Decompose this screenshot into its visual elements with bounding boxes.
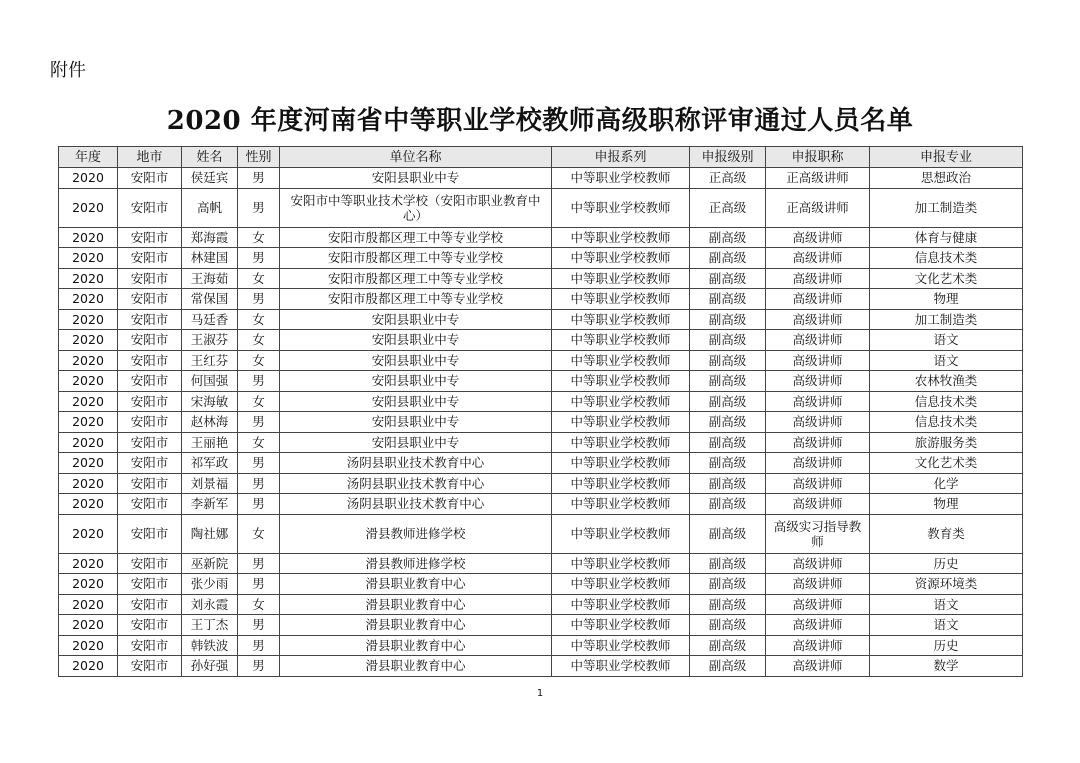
cell-title: 正高级讲师 (766, 168, 870, 189)
cell-name: 郑海霞 (182, 227, 238, 248)
cell-major: 语文 (870, 350, 1023, 371)
cell-name: 王淑芬 (182, 330, 238, 351)
cell-gender: 女 (238, 309, 280, 330)
cell-unit: 安阳县职业中专 (280, 168, 552, 189)
table-row (59, 289, 1023, 310)
cell-title: 高级讲师 (766, 615, 870, 636)
cell-major: 信息技术类 (870, 412, 1023, 433)
cell-year: 2020 (59, 494, 118, 515)
cell-city: 安阳市 (118, 656, 182, 677)
cell-major: 加工制造类 (870, 188, 1023, 227)
cell-name: 常保国 (182, 289, 238, 310)
personnel-table (58, 146, 1023, 677)
table-row (59, 168, 1023, 189)
cell-gender: 女 (238, 432, 280, 453)
cell-unit: 汤阴县职业技术教育中心 (280, 453, 552, 474)
cell-major: 文化艺术类 (870, 268, 1023, 289)
cell-gender: 男 (238, 635, 280, 656)
cell-title: 高级讲师 (766, 494, 870, 515)
cell-major: 信息技术类 (870, 391, 1023, 412)
cell-level: 副高级 (690, 656, 766, 677)
cell-gender: 男 (238, 494, 280, 515)
cell-name: 王红芬 (182, 350, 238, 371)
cell-unit: 汤阴县职业技术教育中心 (280, 473, 552, 494)
cell-year: 2020 (59, 330, 118, 351)
cell-year: 2020 (59, 553, 118, 574)
table-row (59, 227, 1023, 248)
document-title: 2020 年度河南省中等职业学校教师高级职称评审通过人员名单 (166, 106, 914, 136)
cell-gender: 女 (238, 350, 280, 371)
cell-name: 王丁杰 (182, 615, 238, 636)
cell-series: 中等职业学校教师 (552, 656, 690, 677)
cell-title: 高级讲师 (766, 412, 870, 433)
cell-level: 正高级 (690, 188, 766, 227)
cell-unit: 安阳市殷都区理工中等专业学校 (280, 248, 552, 269)
cell-gender: 男 (238, 473, 280, 494)
cell-gender: 男 (238, 371, 280, 392)
cell-year: 2020 (59, 473, 118, 494)
cell-name: 李新军 (182, 494, 238, 515)
header-city: 地市 (118, 147, 182, 168)
cell-gender: 男 (238, 289, 280, 310)
cell-unit: 滑县职业教育中心 (280, 656, 552, 677)
cell-title: 高级讲师 (766, 432, 870, 453)
cell-year: 2020 (59, 371, 118, 392)
cell-title: 高级讲师 (766, 289, 870, 310)
cell-year: 2020 (59, 514, 118, 553)
cell-major: 化学 (870, 473, 1023, 494)
cell-major: 加工制造类 (870, 309, 1023, 330)
table-row (59, 453, 1023, 474)
cell-city: 安阳市 (118, 473, 182, 494)
cell-level: 副高级 (690, 553, 766, 574)
cell-city: 安阳市 (118, 594, 182, 615)
cell-gender: 男 (238, 656, 280, 677)
cell-title: 高级讲师 (766, 453, 870, 474)
cell-series: 中等职业学校教师 (552, 391, 690, 412)
cell-major: 信息技术类 (870, 248, 1023, 269)
cell-city: 安阳市 (118, 453, 182, 474)
cell-name: 何国强 (182, 371, 238, 392)
cell-name: 孙好强 (182, 656, 238, 677)
cell-name: 高帆 (182, 188, 238, 227)
cell-city: 安阳市 (118, 574, 182, 595)
cell-level: 副高级 (690, 268, 766, 289)
cell-series: 中等职业学校教师 (552, 309, 690, 330)
table-row (59, 432, 1023, 453)
cell-series: 中等职业学校教师 (552, 412, 690, 433)
table-row (59, 656, 1023, 677)
cell-series: 中等职业学校教师 (552, 615, 690, 636)
cell-unit: 滑县职业教育中心 (280, 594, 552, 615)
cell-unit: 滑县职业教育中心 (280, 574, 552, 595)
table-row (59, 350, 1023, 371)
table-header-row (59, 147, 1023, 168)
cell-major: 历史 (870, 553, 1023, 574)
cell-level: 副高级 (690, 391, 766, 412)
cell-series: 中等职业学校教师 (552, 432, 690, 453)
cell-year: 2020 (59, 635, 118, 656)
header-major: 申报专业 (870, 147, 1023, 168)
cell-series: 中等职业学校教师 (552, 371, 690, 392)
cell-name: 侯廷宾 (182, 168, 238, 189)
cell-level: 副高级 (690, 453, 766, 474)
cell-gender: 男 (238, 615, 280, 636)
cell-unit: 安阳市殷都区理工中等专业学校 (280, 227, 552, 248)
cell-level: 副高级 (690, 615, 766, 636)
cell-year: 2020 (59, 350, 118, 371)
cell-level: 副高级 (690, 494, 766, 515)
cell-gender: 男 (238, 188, 280, 227)
cell-city: 安阳市 (118, 494, 182, 515)
cell-gender: 女 (238, 330, 280, 351)
cell-title: 高级讲师 (766, 350, 870, 371)
cell-level: 副高级 (690, 412, 766, 433)
cell-series: 中等职业学校教师 (552, 553, 690, 574)
cell-unit: 滑县职业教育中心 (280, 635, 552, 656)
cell-name: 巫新院 (182, 553, 238, 574)
cell-unit: 滑县教师进修学校 (280, 514, 552, 553)
cell-gender: 女 (238, 391, 280, 412)
cell-name: 马廷香 (182, 309, 238, 330)
cell-name: 林建国 (182, 248, 238, 269)
cell-unit: 安阳县职业中专 (280, 412, 552, 433)
cell-series: 中等职业学校教师 (552, 494, 690, 515)
cell-unit: 安阳县职业中专 (280, 309, 552, 330)
table-row (59, 188, 1023, 227)
cell-unit: 安阳县职业中专 (280, 391, 552, 412)
table-row (59, 635, 1023, 656)
cell-city: 安阳市 (118, 391, 182, 412)
cell-major: 历史 (870, 635, 1023, 656)
cell-gender: 男 (238, 553, 280, 574)
cell-city: 安阳市 (118, 412, 182, 433)
cell-year: 2020 (59, 615, 118, 636)
cell-series: 中等职业学校教师 (552, 473, 690, 494)
table-row (59, 248, 1023, 269)
table-row (59, 473, 1023, 494)
cell-major: 物理 (870, 289, 1023, 310)
cell-city: 安阳市 (118, 188, 182, 227)
cell-level: 副高级 (690, 248, 766, 269)
cell-unit: 安阳县职业中专 (280, 432, 552, 453)
cell-unit: 安阳市殷都区理工中等专业学校 (280, 289, 552, 310)
cell-title: 高级讲师 (766, 656, 870, 677)
cell-major: 语文 (870, 615, 1023, 636)
table-row (59, 371, 1023, 392)
cell-major: 思想政治 (870, 168, 1023, 189)
cell-city: 安阳市 (118, 309, 182, 330)
cell-level: 正高级 (690, 168, 766, 189)
cell-year: 2020 (59, 289, 118, 310)
cell-name: 张少雨 (182, 574, 238, 595)
cell-unit: 安阳市中等职业技术学校（安阳市职业教育中心） (280, 188, 552, 227)
cell-unit: 汤阴县职业技术教育中心 (280, 494, 552, 515)
header-year: 年度 (59, 147, 118, 168)
cell-major: 数学 (870, 656, 1023, 677)
cell-series: 中等职业学校教师 (552, 514, 690, 553)
header-title: 申报职称 (766, 147, 870, 168)
cell-city: 安阳市 (118, 635, 182, 656)
cell-year: 2020 (59, 432, 118, 453)
header-name: 姓名 (182, 147, 238, 168)
cell-major: 农林牧渔类 (870, 371, 1023, 392)
cell-year: 2020 (59, 594, 118, 615)
table-body (59, 168, 1023, 677)
cell-level: 副高级 (690, 309, 766, 330)
cell-series: 中等职业学校教师 (552, 248, 690, 269)
cell-city: 安阳市 (118, 432, 182, 453)
cell-title: 高级讲师 (766, 594, 870, 615)
cell-gender: 女 (238, 227, 280, 248)
cell-city: 安阳市 (118, 514, 182, 553)
cell-unit: 安阳县职业中专 (280, 371, 552, 392)
cell-major: 文化艺术类 (870, 453, 1023, 474)
cell-title: 高级实习指导教师 (766, 514, 870, 553)
cell-year: 2020 (59, 188, 118, 227)
cell-series: 中等职业学校教师 (552, 594, 690, 615)
cell-level: 副高级 (690, 635, 766, 656)
cell-year: 2020 (59, 656, 118, 677)
cell-level: 副高级 (690, 473, 766, 494)
cell-title: 高级讲师 (766, 268, 870, 289)
cell-title: 高级讲师 (766, 473, 870, 494)
cell-level: 副高级 (690, 371, 766, 392)
cell-name: 韩铁波 (182, 635, 238, 656)
cell-year: 2020 (59, 574, 118, 595)
cell-city: 安阳市 (118, 268, 182, 289)
cell-series: 中等职业学校教师 (552, 188, 690, 227)
cell-unit: 安阳市殷都区理工中等专业学校 (280, 268, 552, 289)
header-gender: 性别 (238, 147, 280, 168)
cell-level: 副高级 (690, 227, 766, 248)
cell-gender: 男 (238, 412, 280, 433)
cell-level: 副高级 (690, 289, 766, 310)
cell-gender: 女 (238, 594, 280, 615)
table-row (59, 594, 1023, 615)
cell-gender: 男 (238, 574, 280, 595)
cell-major: 体育与健康 (870, 227, 1023, 248)
cell-name: 刘永霞 (182, 594, 238, 615)
cell-year: 2020 (59, 168, 118, 189)
cell-unit: 滑县教师进修学校 (280, 553, 552, 574)
cell-city: 安阳市 (118, 615, 182, 636)
cell-level: 副高级 (690, 350, 766, 371)
cell-series: 中等职业学校教师 (552, 268, 690, 289)
cell-city: 安阳市 (118, 248, 182, 269)
cell-name: 宋海敏 (182, 391, 238, 412)
cell-title: 高级讲师 (766, 248, 870, 269)
cell-series: 中等职业学校教师 (552, 168, 690, 189)
cell-name: 刘景福 (182, 473, 238, 494)
cell-series: 中等职业学校教师 (552, 574, 690, 595)
header-unit: 单位名称 (280, 147, 552, 168)
table-row (59, 268, 1023, 289)
cell-year: 2020 (59, 309, 118, 330)
cell-series: 中等职业学校教师 (552, 289, 690, 310)
cell-title: 高级讲师 (766, 330, 870, 351)
cell-unit: 安阳县职业中专 (280, 350, 552, 371)
attachment-label: 附件 (50, 60, 86, 81)
cell-level: 副高级 (690, 574, 766, 595)
cell-major: 教育类 (870, 514, 1023, 553)
cell-level: 副高级 (690, 594, 766, 615)
cell-major: 旅游服务类 (870, 432, 1023, 453)
table-row (59, 391, 1023, 412)
cell-name: 王丽艳 (182, 432, 238, 453)
cell-title: 正高级讲师 (766, 188, 870, 227)
cell-year: 2020 (59, 248, 118, 269)
cell-year: 2020 (59, 227, 118, 248)
cell-title: 高级讲师 (766, 574, 870, 595)
cell-name: 王海茹 (182, 268, 238, 289)
cell-unit: 安阳县职业中专 (280, 330, 552, 351)
cell-gender: 男 (238, 168, 280, 189)
cell-title: 高级讲师 (766, 371, 870, 392)
cell-gender: 男 (238, 248, 280, 269)
header-series: 申报系列 (552, 147, 690, 168)
cell-level: 副高级 (690, 514, 766, 553)
cell-title: 高级讲师 (766, 391, 870, 412)
cell-series: 中等职业学校教师 (552, 635, 690, 656)
cell-gender: 女 (238, 268, 280, 289)
table-row (59, 574, 1023, 595)
cell-city: 安阳市 (118, 168, 182, 189)
cell-level: 副高级 (690, 330, 766, 351)
cell-city: 安阳市 (118, 553, 182, 574)
cell-major: 资源环境类 (870, 574, 1023, 595)
cell-year: 2020 (59, 412, 118, 433)
cell-name: 祁军政 (182, 453, 238, 474)
cell-series: 中等职业学校教师 (552, 350, 690, 371)
cell-major: 物理 (870, 494, 1023, 515)
table-row (59, 514, 1023, 553)
cell-major: 语文 (870, 594, 1023, 615)
cell-series: 中等职业学校教师 (552, 330, 690, 351)
table-row (59, 330, 1023, 351)
cell-city: 安阳市 (118, 371, 182, 392)
cell-title: 高级讲师 (766, 635, 870, 656)
table-row (59, 412, 1023, 433)
cell-year: 2020 (59, 453, 118, 474)
cell-level: 副高级 (690, 432, 766, 453)
cell-city: 安阳市 (118, 289, 182, 310)
header-level: 申报级别 (690, 147, 766, 168)
cell-year: 2020 (59, 268, 118, 289)
cell-title: 高级讲师 (766, 309, 870, 330)
cell-year: 2020 (59, 391, 118, 412)
page-number: 1 (536, 688, 544, 699)
cell-name: 赵林海 (182, 412, 238, 433)
cell-gender: 男 (238, 453, 280, 474)
cell-city: 安阳市 (118, 227, 182, 248)
cell-series: 中等职业学校教师 (552, 227, 690, 248)
cell-series: 中等职业学校教师 (552, 453, 690, 474)
table-row (59, 553, 1023, 574)
cell-gender: 女 (238, 514, 280, 553)
cell-city: 安阳市 (118, 330, 182, 351)
cell-name: 陶社娜 (182, 514, 238, 553)
cell-major: 语文 (870, 330, 1023, 351)
cell-unit: 滑县职业教育中心 (280, 615, 552, 636)
cell-city: 安阳市 (118, 350, 182, 371)
cell-title: 高级讲师 (766, 227, 870, 248)
table-row (59, 309, 1023, 330)
cell-title: 高级讲师 (766, 553, 870, 574)
table-row (59, 615, 1023, 636)
table-row (59, 494, 1023, 515)
